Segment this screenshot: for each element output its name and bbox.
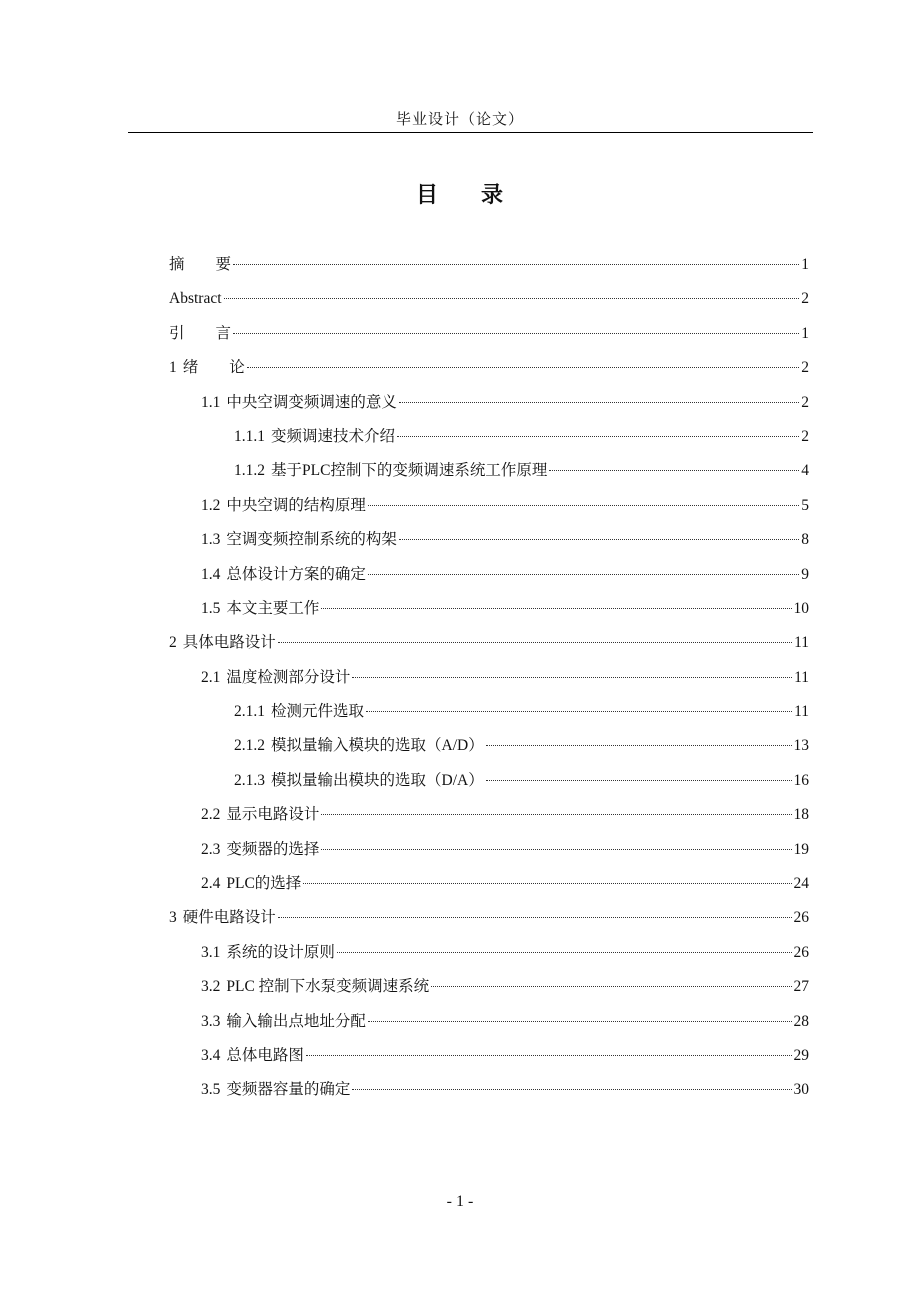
toc-entry[interactable] bbox=[169, 867, 809, 901]
toc-entry-title: 变频器容量的确定 bbox=[226, 1081, 351, 1099]
toc-entry[interactable] bbox=[169, 970, 809, 1004]
toc-entry-title: 系统的设计原则 bbox=[226, 943, 335, 961]
toc-dot-leader bbox=[368, 1021, 792, 1022]
toc-dot-leader bbox=[233, 333, 799, 334]
toc-entry-page: 1 bbox=[801, 256, 809, 273]
toc-entry-number: 3.5 bbox=[201, 1081, 221, 1099]
toc-title bbox=[0, 178, 920, 209]
toc-dot-leader bbox=[366, 711, 792, 712]
toc-entry[interactable] bbox=[169, 558, 809, 592]
toc-entry-number: 3 bbox=[169, 909, 177, 927]
toc-entry-page: 2 bbox=[801, 359, 809, 377]
toc-entry-number: 2.1.1 bbox=[234, 703, 265, 721]
toc-title-char-2: 录 bbox=[481, 182, 505, 207]
toc-entry-page: 8 bbox=[801, 531, 809, 549]
toc-entry-number: 1.1.1 bbox=[234, 427, 265, 445]
toc-entry-page: 2 bbox=[801, 393, 809, 411]
toc-entry-number: 2.1 bbox=[201, 668, 221, 686]
toc-entry-page: 2 bbox=[801, 290, 809, 308]
toc-entry[interactable] bbox=[169, 661, 809, 695]
toc-entry-title: 变频调速技术介绍 bbox=[271, 427, 396, 445]
table-of-contents bbox=[169, 248, 809, 1108]
toc-dot-leader bbox=[431, 986, 791, 987]
toc-entry[interactable] bbox=[169, 729, 809, 763]
toc-entry-number: 1.5 bbox=[201, 599, 221, 617]
toc-dot-leader bbox=[352, 1089, 791, 1090]
toc-entry-page: 18 bbox=[793, 806, 809, 824]
toc-entry[interactable] bbox=[169, 626, 809, 660]
toc-entry-title: 中央空调的结构原理 bbox=[226, 496, 366, 514]
toc-dot-leader bbox=[486, 745, 792, 746]
toc-entry-page: 4 bbox=[801, 462, 809, 480]
toc-entry-title: 中央空调变频调速的意义 bbox=[226, 393, 397, 411]
toc-dot-leader bbox=[278, 642, 792, 643]
toc-dot-leader bbox=[278, 917, 792, 918]
toc-entry[interactable] bbox=[169, 695, 809, 729]
toc-entry[interactable] bbox=[169, 454, 809, 488]
toc-entry-number: 1.4 bbox=[201, 565, 221, 583]
toc-entry[interactable] bbox=[169, 901, 809, 935]
toc-entry[interactable] bbox=[169, 1005, 809, 1039]
toc-entry-number: 1.1.2 bbox=[234, 462, 265, 480]
toc-entry-title: 检测元件选取 bbox=[271, 703, 365, 721]
toc-entry-page: 26 bbox=[793, 909, 809, 927]
toc-dot-leader bbox=[321, 814, 791, 815]
toc-entry-page: 29 bbox=[793, 1046, 809, 1064]
toc-entry-title: 模拟量输入模块的选取（A/D） bbox=[271, 737, 484, 755]
toc-dot-leader bbox=[368, 505, 799, 506]
toc-entry-title: Abstract bbox=[169, 290, 222, 308]
toc-dot-leader bbox=[233, 264, 799, 265]
toc-entry-title: PLC 控制下水泵变频调速系统 bbox=[226, 978, 430, 996]
toc-entry-number: 2.4 bbox=[201, 875, 221, 893]
toc-entry[interactable] bbox=[169, 833, 809, 867]
toc-entry[interactable] bbox=[169, 489, 809, 523]
toc-entry-page: 11 bbox=[794, 703, 809, 721]
toc-entry-page: 2 bbox=[801, 427, 809, 445]
toc-entry-number: 3.2 bbox=[201, 978, 221, 996]
toc-entry[interactable] bbox=[169, 420, 809, 454]
toc-entry-title: 基于PLC控制下的变频调速系统工作原理 bbox=[271, 462, 548, 480]
toc-entry-title: 空调变频控制系统的构架 bbox=[226, 531, 397, 549]
toc-entry[interactable] bbox=[169, 317, 809, 351]
toc-entry[interactable] bbox=[169, 764, 809, 798]
toc-entry-page: 5 bbox=[801, 496, 809, 514]
toc-entry-title: 温度检测部分设计 bbox=[226, 668, 351, 686]
toc-entry-number: 2 bbox=[169, 634, 177, 652]
toc-dot-leader bbox=[399, 539, 799, 540]
toc-entry-page: 1 bbox=[801, 324, 809, 342]
toc-entry-number: 1 bbox=[169, 359, 177, 377]
toc-entry-title: PLC的选择 bbox=[226, 875, 302, 893]
toc-entry-title: 引 言 bbox=[169, 324, 232, 342]
toc-entry[interactable] bbox=[169, 523, 809, 557]
toc-entry-number: 1.1 bbox=[201, 393, 221, 411]
toc-entry-number: 2.2 bbox=[201, 806, 221, 824]
toc-dot-leader bbox=[549, 470, 799, 471]
toc-entry-number: 3.3 bbox=[201, 1012, 221, 1030]
toc-entry-title: 输入输出点地址分配 bbox=[226, 1012, 366, 1030]
toc-entry-page: 9 bbox=[801, 565, 809, 583]
toc-entry-page: 24 bbox=[793, 875, 809, 893]
toc-entry-title: 显示电路设计 bbox=[226, 806, 320, 824]
toc-entry-title: 摘 要 bbox=[169, 256, 232, 273]
toc-entry-page: 11 bbox=[794, 668, 809, 686]
toc-entry[interactable] bbox=[169, 936, 809, 970]
toc-dot-leader bbox=[306, 1055, 792, 1056]
toc-entry-title: 具体电路设计 bbox=[182, 634, 276, 652]
toc-dot-leader bbox=[321, 608, 791, 609]
toc-entry[interactable] bbox=[169, 798, 809, 832]
toc-entry[interactable] bbox=[169, 592, 809, 626]
toc-entry-page: 11 bbox=[794, 634, 809, 652]
toc-entry-page: 16 bbox=[793, 771, 809, 789]
toc-dot-leader bbox=[321, 849, 791, 850]
toc-dot-leader bbox=[486, 780, 792, 781]
toc-entry[interactable] bbox=[169, 248, 809, 282]
toc-entry-page: 30 bbox=[793, 1081, 809, 1099]
toc-dot-leader bbox=[368, 574, 799, 575]
toc-dot-leader bbox=[247, 367, 799, 368]
toc-entry-title: 绪 论 bbox=[182, 359, 245, 377]
toc-entry[interactable] bbox=[169, 1039, 809, 1073]
toc-entry-number: 1.3 bbox=[201, 531, 221, 549]
toc-entry-title: 变频器的选择 bbox=[226, 840, 320, 858]
toc-entry[interactable] bbox=[169, 1073, 809, 1107]
toc-entry-number: 1.2 bbox=[201, 496, 221, 514]
toc-entry-page: 27 bbox=[793, 978, 809, 996]
toc-entry-title: 总体设计方案的确定 bbox=[226, 565, 366, 583]
toc-entry-title: 总体电路图 bbox=[226, 1046, 304, 1064]
toc-entry-page: 19 bbox=[793, 840, 809, 858]
toc-entry-page: 28 bbox=[793, 1012, 809, 1030]
toc-title-char-1: 目 bbox=[415, 182, 439, 207]
toc-entry-page: 13 bbox=[793, 737, 809, 755]
running-header: 毕业设计（论文） bbox=[395, 112, 524, 128]
toc-entry-title: 本文主要工作 bbox=[226, 599, 320, 617]
toc-entry[interactable] bbox=[169, 351, 809, 385]
toc-entry[interactable] bbox=[169, 282, 809, 316]
toc-entry-number: 3.4 bbox=[201, 1046, 221, 1064]
toc-entry-number: 3.1 bbox=[201, 943, 221, 961]
toc-entry-title: 硬件电路设计 bbox=[182, 909, 276, 927]
toc-dot-leader bbox=[399, 402, 799, 403]
toc-dot-leader bbox=[337, 952, 792, 953]
header-rule bbox=[128, 132, 813, 133]
toc-entry-number: 2.1.3 bbox=[234, 771, 265, 789]
toc-entry-number: 2.3 bbox=[201, 840, 221, 858]
toc-entry-page: 26 bbox=[793, 943, 809, 961]
toc-dot-leader bbox=[303, 883, 791, 884]
toc-entry-number: 2.1.2 bbox=[234, 737, 265, 755]
toc-dot-leader bbox=[397, 436, 799, 437]
toc-entry-title: 模拟量输出模块的选取（D/A） bbox=[271, 771, 484, 789]
toc-dot-leader bbox=[352, 677, 792, 678]
toc-entry-page: 10 bbox=[793, 599, 809, 617]
toc-dot-leader bbox=[224, 298, 800, 299]
toc-entry[interactable] bbox=[169, 386, 809, 420]
page-number: - 1 - bbox=[446, 1193, 474, 1210]
